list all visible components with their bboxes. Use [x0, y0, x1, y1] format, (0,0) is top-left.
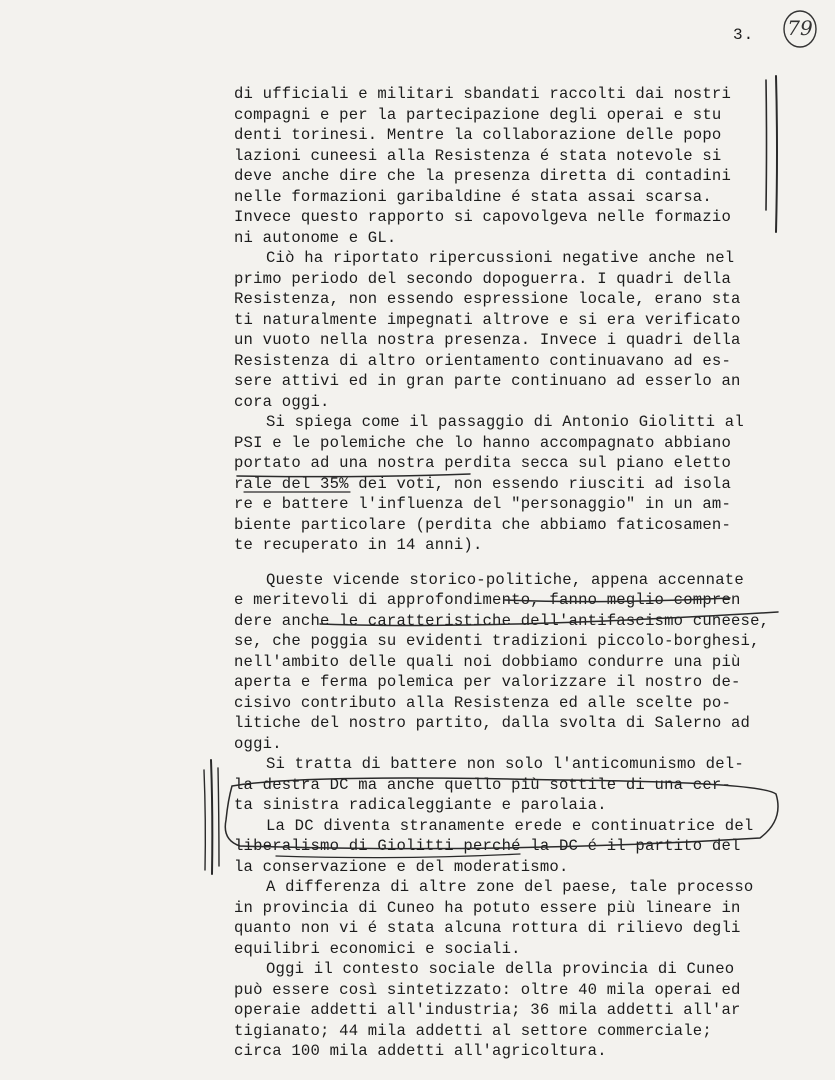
text-line: può essere così sintetizzato: oltre 40 mila operai ed	[234, 980, 741, 999]
text-line: circa 100 mila addetti all'agricoltura.	[234, 1042, 607, 1060]
text-line: lazioni cuneesi alla Resistenza é stata notevole si	[234, 146, 722, 165]
text-line: denti torinesi. Mentre la collaborazione delle popo	[234, 126, 722, 144]
text-line: Oggi il contesto sociale della provincia di Cuneo	[266, 960, 735, 978]
archive-number-stamp	[780, 8, 820, 50]
text-line: portato ad una nostra perdita secca sul piano eletto	[234, 454, 732, 472]
text-line: A differenza di altre zone del paese, tale processo	[266, 878, 754, 896]
typed-text-body	[234, 84, 774, 1062]
margin-bar-mark	[204, 770, 205, 870]
text-line: Invece questo rapporto si capovolgeva nelle formazio	[234, 208, 732, 226]
text-line: nelle formazioni garibaldine é stata assai scarsa.	[234, 187, 712, 206]
text-line: te recuperato in 14 anni).	[234, 536, 483, 554]
paragraph	[234, 412, 774, 556]
paragraph	[234, 248, 774, 412]
text-line: Ciò ha riportato ripercussioni negative anche nel	[266, 249, 735, 267]
text-line: operaie addetti all'industria; 36 mila addetti all'ar	[234, 1001, 741, 1019]
text-line: e meritevoli di approfondimento, fanno meglio compren	[234, 591, 741, 609]
text-line: rale del 35% dei voti, non essendo riusciti ad isola	[234, 474, 732, 493]
archive-number: 79	[787, 16, 813, 40]
text-line: cora oggi.	[234, 392, 330, 411]
text-line: liberalismo di Giolitti perché la DC é il partito del	[234, 837, 741, 855]
paragraph	[234, 959, 774, 1062]
text-line: in provincia di Cuneo ha potuto essere più lineare in	[234, 898, 741, 917]
text-line: cisivo contributo alla Resistenza ed alle scelte po-	[234, 693, 732, 712]
text-line: ni autonome e GL.	[234, 228, 397, 247]
text-line: la conservazione e del moderatismo.	[234, 857, 569, 876]
margin-bar-mark	[211, 760, 212, 874]
text-line: re e battere l'influenza del "personaggio" in un am-	[234, 495, 732, 513]
text-line: primo periodo del secondo dopoguerra. I quadri della	[234, 269, 732, 288]
margin-bar-mark	[776, 76, 777, 232]
text-line: Si spiega come il passaggio di Antonio Giolitti al	[266, 413, 744, 431]
text-line: Queste vicende storico-politiche, appena accennate	[266, 570, 744, 589]
text-line: biente particolare (perdita che abbiamo faticosamen-	[234, 515, 732, 534]
text-line: sere attivi ed in gran parte continuano ad esserlo an	[234, 372, 741, 390]
text-line: Resistenza, non essendo espressione locale, erano sta	[234, 290, 741, 308]
text-line: Resistenza di altro orientamento continuavano ad es-	[234, 351, 732, 370]
margin-bar-mark	[218, 768, 219, 866]
text-line: tigianato; 44 mila addetti al settore commerciale;	[234, 1021, 712, 1040]
text-line: PSI e le polemiche che lo hanno accompagnato abbiano	[234, 433, 732, 452]
paragraph	[234, 570, 774, 755]
text-line: equilibri economici e sociali.	[234, 939, 521, 958]
text-line: Si tratta di battere non solo l'anticomunismo del-	[266, 755, 744, 773]
page-number: 3.	[733, 26, 755, 44]
text-line: compagni e per la partecipazione degli operai e stu	[234, 105, 722, 124]
text-line: nell'ambito delle quali noi dobbiamo condurre una più	[234, 652, 741, 671]
text-line: dere anche le caratteristiche dell'antifascismo cuneese,	[234, 611, 770, 630]
text-line: un vuoto nella nostra presenza. Invece i quadri della	[234, 331, 741, 349]
text-line: La DC diventa stranamente erede e continuatrice del	[266, 816, 754, 835]
text-line: litiche del nostro partito, dalla svolta di Salerno ad	[234, 714, 751, 732]
text-line: se, che poggia su evidenti tradizioni piccolo-borghesi,	[234, 632, 760, 650]
text-line: la destra DC ma anche quello più sottile di una cer-	[234, 775, 732, 794]
text-line: ti naturalmente impegnati altrove e si era verificato	[234, 310, 741, 329]
text-line: quanto non vi é stata alcuna rottura di rilievo degli	[234, 919, 741, 937]
text-line: ta sinistra radicaleggiante e parolaia.	[234, 796, 607, 814]
paragraph	[234, 877, 774, 959]
text-line: oggi.	[234, 734, 282, 753]
paragraph	[234, 84, 774, 248]
highlighted-paragraph	[234, 816, 774, 878]
text-line: deve anche dire che la presenza diretta di contadini	[234, 167, 732, 185]
text-line: di ufficiali e militari sbandati raccolti dai nostri	[234, 85, 732, 103]
text-line: aperta e ferma polemica per valorizzare il nostro de-	[234, 673, 741, 691]
paragraph	[234, 754, 774, 816]
